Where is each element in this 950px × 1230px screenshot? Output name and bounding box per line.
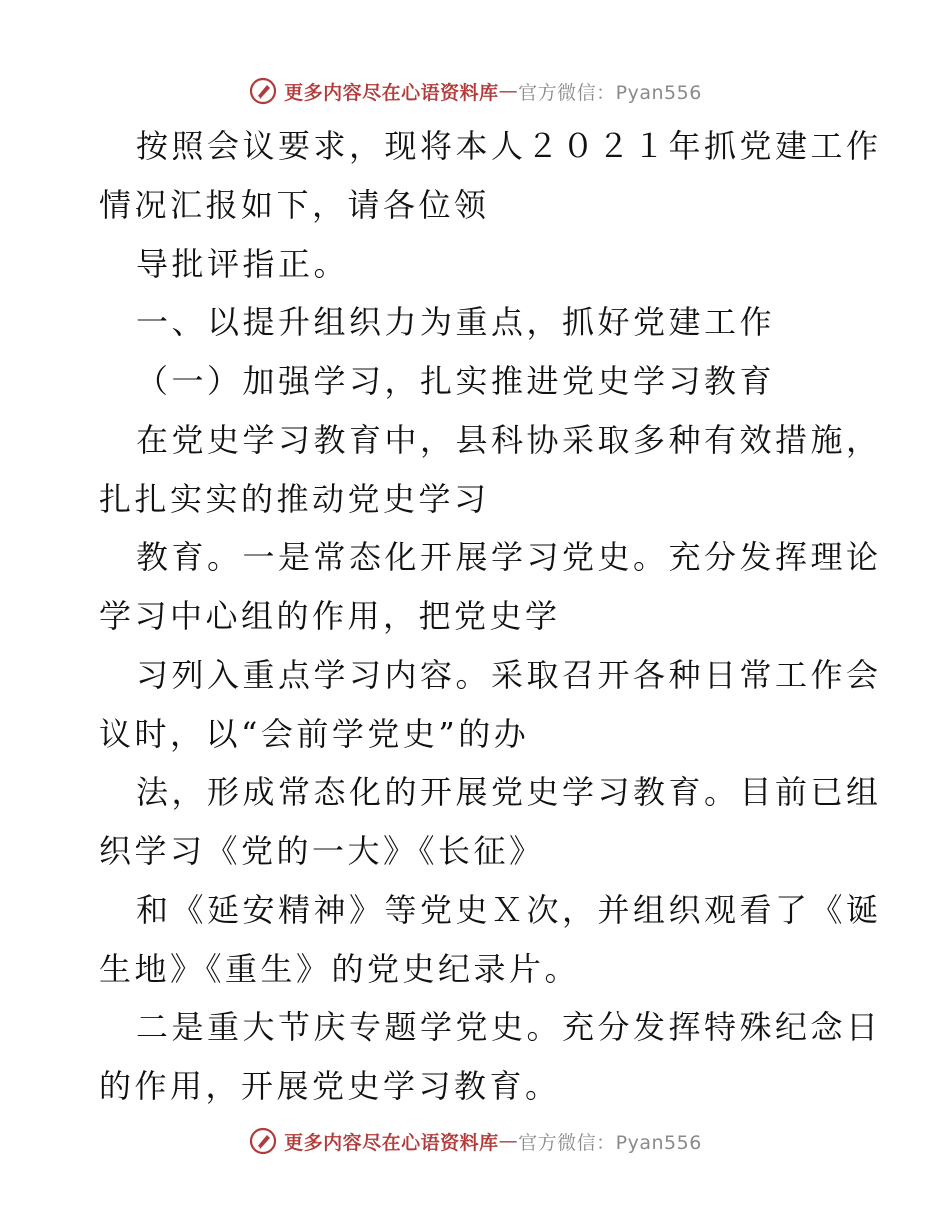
text-line: 习列入重点学习内容。采取召开各种日常工作会 — [136, 656, 882, 694]
text-line: 议时，以“会前学党史”的办 — [99, 715, 530, 753]
text-line: 学习中心组的作用，把党史学 — [99, 597, 561, 635]
pen-nib-logo-icon — [248, 1126, 278, 1156]
watermark-separator: — — [498, 80, 519, 102]
text-line: 的作用，开展党史学习教育。 — [99, 1067, 561, 1105]
text-line: 和《延安精神》等党史Ｘ次，并组织观看了《诞 — [136, 891, 882, 929]
watermark-contact-text: 官方微信：Pyan556 — [518, 1131, 702, 1154]
watermark-main-text: 更多内容尽在心语资料库 — [284, 1131, 499, 1154]
text-line: 按照会议要求，现将本人２０２１年抓党建工作 — [136, 127, 882, 165]
text-line: 法，形成常态化的开展党史学习教育。目前已组 — [136, 773, 882, 811]
footer-watermark — [0, 1124, 950, 1158]
watermark-separator: — — [498, 1130, 519, 1152]
subsection-heading: （一）加强学习，扎实推进党史学习教育 — [136, 362, 776, 400]
watermark-main-text: 更多内容尽在心语资料库 — [284, 81, 499, 104]
text-line: 导批评指正。 — [136, 245, 350, 283]
section-heading: 一、以提升组织力为重点，抓好党建工作 — [136, 303, 776, 341]
text-line: 扎扎实实的推动党史学习 — [99, 480, 490, 518]
text-line: 生地》《重生》的党史纪录片。 — [99, 950, 581, 988]
text-line: 织学习《党的一大》《长征》 — [99, 832, 545, 870]
text-line: 在党史学习教育中，县科协采取多种有效措施， — [136, 421, 882, 459]
watermark-contact-text: 官方微信：Pyan556 — [518, 81, 702, 104]
text-line: 情况汇报如下，请各位领 — [99, 186, 490, 224]
text-line: 二是重大节庆专题学党史。充分发挥特殊纪念日 — [136, 1008, 882, 1046]
text-line: 教育。一是常态化开展学习党史。充分发挥理论 — [136, 538, 882, 576]
